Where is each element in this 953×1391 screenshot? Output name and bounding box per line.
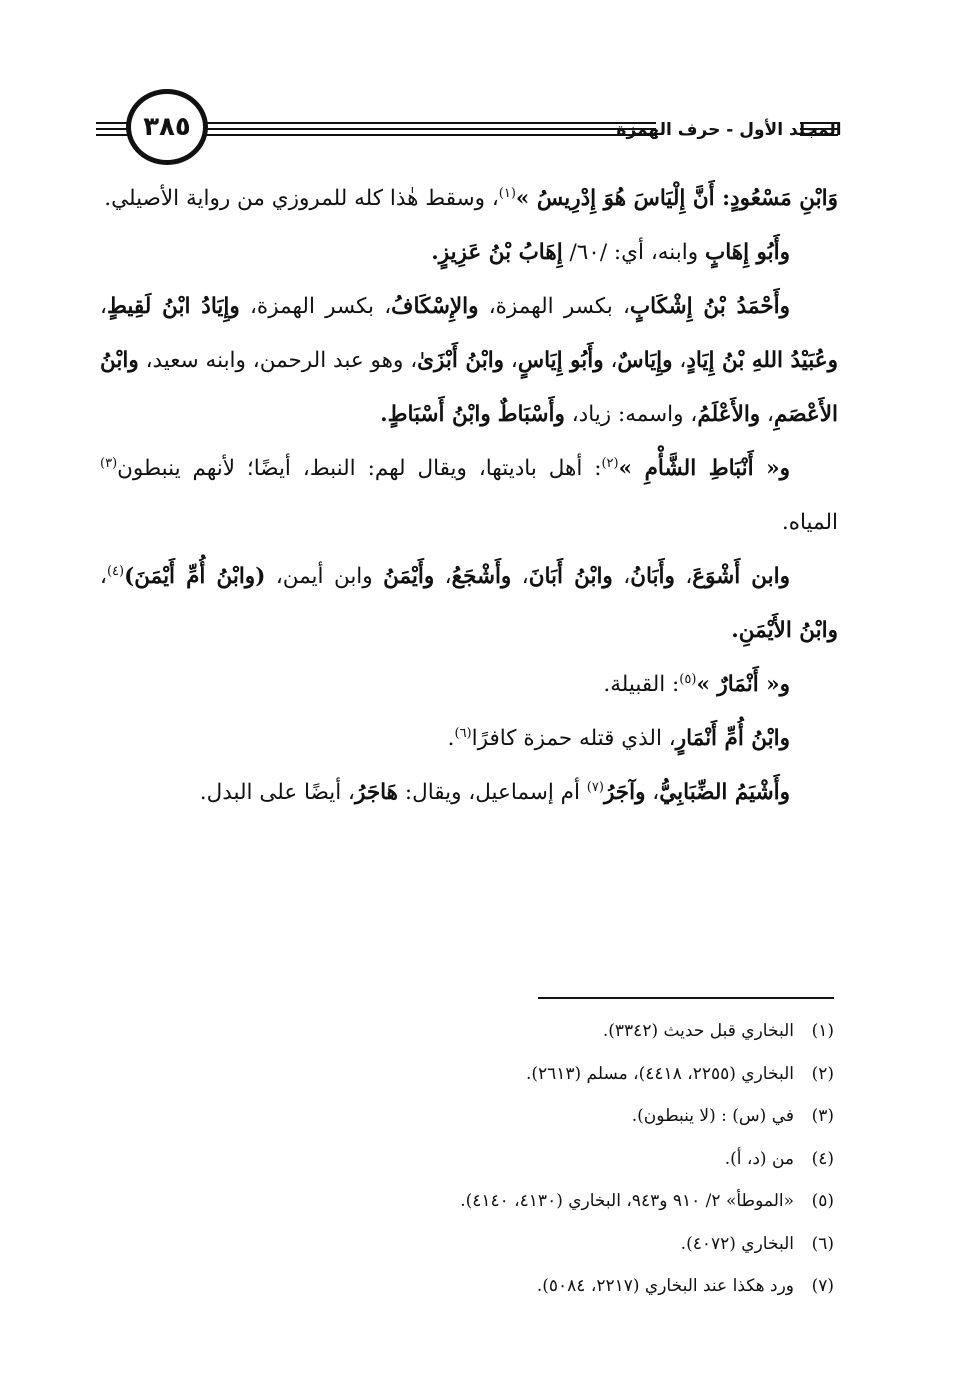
footnote-separator: [538, 997, 834, 999]
header-rule: [204, 128, 656, 130]
headword: وأَيْمَنُ: [383, 564, 435, 589]
footnote-text: البخاري قبل حديث (٣٣٤٢).: [602, 1021, 794, 1041]
page-header: [96, 88, 842, 168]
headword: وأَشْيَمُ الضِّبَابِيُّ: [659, 780, 790, 805]
text-run: وابنه، أي: /٦٠/: [562, 240, 705, 265]
headword: وآجَرُ: [603, 780, 646, 805]
footnote-text: البخاري (٤٠٧٢).: [680, 1233, 794, 1254]
headword: وَابْنِ مَسْعُودٍ: أَنَّ إِلْيَاسَ هُوَ إِدْرِيسُ »: [515, 186, 838, 211]
header-rule: [204, 134, 656, 136]
footnote: [300, 1180, 834, 1223]
paragraph: [100, 442, 838, 550]
footnote: [300, 1053, 834, 1096]
footnote-marker: (٤): [106, 563, 125, 579]
footnote-text: البخاري (٢٢٥٥، ٤٤١٨)، مسلم (٢٦١٣).: [525, 1063, 794, 1084]
text-run: ،: [612, 564, 631, 589]
footnote: [300, 1138, 834, 1181]
header-rule: [96, 122, 130, 124]
headword: وأَبُو إِيَاسٍ: [517, 348, 604, 373]
headword: (وابْنُ أُمِّ أَيْمَنَ): [124, 564, 266, 589]
footnote-number: (٣): [811, 1106, 834, 1126]
headword: والأَعْلَمُ: [697, 402, 761, 427]
headword: وأَحْمَدُ بْنُ إِشْكَابٍ: [629, 294, 790, 319]
text-run: ،: [672, 348, 687, 373]
paragraph: [100, 226, 838, 280]
headword: هَاجَرُ: [354, 780, 398, 805]
footnote-number: (١): [811, 1021, 834, 1041]
headword: وأَسْبَاطٌ: [497, 402, 565, 427]
text-run: ،: [434, 564, 452, 589]
text-run: ، بكسر الهمزة،: [239, 294, 392, 319]
headword: وابْنُ أَسْبَاطٍ.: [380, 402, 491, 427]
headword: إِهَابُ بْنُ عَزِيزٍ.: [431, 240, 563, 265]
text-run: ،: [760, 402, 774, 427]
headword: والإِسْكَافُ: [391, 294, 479, 319]
footnotes: [300, 1010, 834, 1308]
footnote: [300, 1095, 834, 1138]
paragraph: [100, 712, 838, 766]
headword: وأَبَانُ: [630, 564, 675, 589]
footnote-marker: (٧): [586, 779, 604, 795]
headword: و« أَنْبَاطِ الشَّأْمِ »: [618, 456, 790, 481]
text-run: ،: [100, 564, 107, 589]
footnote-text: من (د، أ).: [724, 1148, 794, 1169]
text-run: ، وهو عبد الرحمن، وابنه سعيد،: [138, 348, 418, 373]
headword: وإِيَاسٌ: [617, 348, 673, 373]
headword: وأَبُو إِهَابٍ: [704, 240, 790, 265]
page-number: ٣٨٥: [126, 89, 208, 165]
footnote-number: (٥): [811, 1191, 834, 1211]
footnote-marker: (٦): [454, 725, 472, 741]
footnote: [300, 1223, 834, 1266]
text-run: ، واسمه: زياد،: [564, 402, 698, 427]
paragraph: [100, 658, 838, 712]
text-run: ، الذي قتله حمزة كافرًا: [471, 726, 676, 751]
footnote-marker: (١): [498, 185, 516, 201]
footnote-marker: (٣): [100, 455, 118, 471]
footnote-number: (٢): [811, 1063, 834, 1084]
footnote-number: (٦): [811, 1233, 834, 1254]
text-run: : القبيلة.: [603, 672, 680, 697]
headword: و« أَنْمَارٌ »: [696, 672, 790, 697]
text-run: ، وسقط هٰذا كله للمروزي من رواية الأصيلي.: [104, 186, 499, 211]
footnote-number: (٧): [811, 1276, 834, 1296]
footnote-text: في (س) : (لا ينبطون).: [631, 1106, 794, 1126]
headword: وابْنُ الأَعْصَمِ: [100, 348, 838, 427]
footnote-number: (٤): [811, 1148, 834, 1169]
text-run: وابن أيمن،: [265, 564, 384, 589]
header-rule: [96, 134, 130, 136]
text-run: ، أيضًا على البدل.: [199, 780, 355, 805]
footnote-text: «الموطأ» ٢/ ٩١٠ و٩٤٣، البخاري (٤١٣٠، ٤١٤٠).: [460, 1191, 794, 1211]
running-head: المجلد الأول - حرف الهمزة: [616, 120, 842, 140]
main-text: [100, 172, 838, 820]
headword: وابْنُ أُمِّ أَنْمَارٍ: [675, 726, 790, 751]
headword: وأَشْجَعُ: [451, 564, 512, 589]
paragraph: [100, 766, 838, 820]
text-run: [491, 402, 498, 427]
text-run: : أهل باديتها، ويقال لهم: النبط، أيضًا؛ لأنهم ينبطون: [117, 456, 602, 481]
text-run: .: [447, 726, 455, 751]
footnote-marker: (٢): [601, 455, 619, 471]
footnote-text: ورد هكذا عند البخاري (٢٢١٧، ٥٠٨٤).: [536, 1276, 794, 1296]
headword: وابن أَشْوَعَ: [692, 564, 791, 589]
headword: وعُبَيْدُ اللهِ بْنُ إِيَادٍ: [686, 348, 838, 373]
footnote: [300, 1010, 834, 1053]
paragraph: [100, 280, 838, 442]
text-run: أم إسماعيل، ويقال:: [398, 780, 587, 805]
headword: وابْنُ الأَيْمَنِ.: [731, 618, 838, 643]
text-run: ،: [100, 294, 107, 319]
headword: وإِيَادُ ابْنُ لَقِيطٍ: [106, 294, 240, 319]
text-run: ، بكسر الهمزة،: [478, 294, 630, 319]
paragraph: [100, 550, 838, 658]
header-rule: [96, 128, 130, 130]
paragraph: [100, 172, 838, 226]
text-run: ،: [504, 348, 518, 373]
headword: وابْنُ أَبَانَ: [528, 564, 613, 589]
footnote-marker: (٥): [679, 671, 697, 687]
text-run: المياه.: [781, 510, 838, 535]
footnote: [300, 1265, 834, 1308]
headword: وابْنُ أَبْزَىٰ: [417, 348, 505, 373]
text-run: ،: [645, 780, 660, 805]
text-run: ،: [674, 564, 693, 589]
header-rule: [204, 122, 656, 124]
text-run: ،: [603, 348, 618, 373]
text-run: ،: [511, 564, 529, 589]
